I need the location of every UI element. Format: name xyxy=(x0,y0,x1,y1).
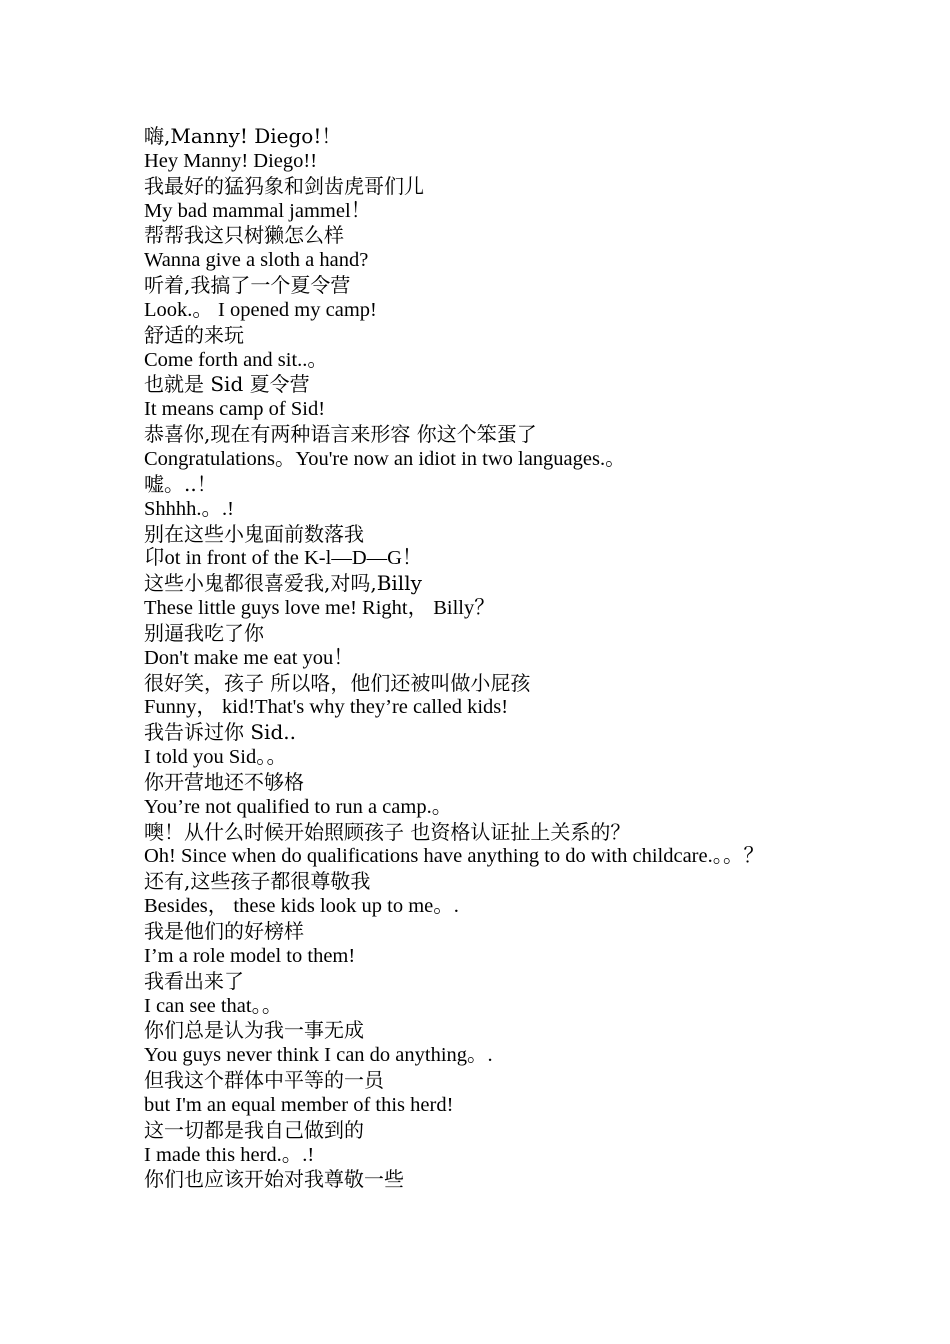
chinese-line: 别逼我吃了你 xyxy=(144,620,264,645)
english-line: I can see that。。 xyxy=(144,994,283,1017)
english-line: Oh! Since when do qualifications have anything to do with childcare.。。？ xyxy=(144,845,764,868)
chinese-line: 舒适的来玩 xyxy=(144,322,244,347)
chinese-line: 我最好的猛犸象和剑齿虎哥们儿 xyxy=(144,173,424,198)
chinese-line: 我是他们的好榜样 xyxy=(144,919,304,943)
chinese-line: 帮帮我这只树獭怎么样 xyxy=(144,223,344,248)
english-line: I’m a role model to them! xyxy=(144,944,356,967)
chinese-line: 这一切都是我自己做到的 xyxy=(144,1117,364,1142)
chinese-line: 嘘。..！ xyxy=(144,471,217,496)
english-line: Congratulations。You're now an idiot in two languages.。 xyxy=(144,447,626,470)
english-line: These little guys love me! Right， Billy？ xyxy=(144,597,495,620)
chinese-line: 你们总是认为我一事无成 xyxy=(144,1018,364,1043)
english-line: I told you Sid。。 xyxy=(144,746,287,769)
english-line: You guys never think I can do anything。. xyxy=(144,1044,493,1067)
chinese-line: 别在这些小鬼面前数落我 xyxy=(144,521,364,546)
chinese-line: 我看出来了 xyxy=(144,968,244,993)
english-line: You’re not qualified to run a camp.。 xyxy=(144,795,453,818)
english-line: Wanna give a sloth a hand? xyxy=(144,249,369,272)
chinese-line: 这些小鬼都很喜爱我,对吗,Billy xyxy=(144,571,422,596)
english-line: Funny， kid!That's why they’re called kids! xyxy=(144,696,509,719)
english-line: My bad mammal jammel！ xyxy=(144,199,372,222)
chinese-line: 很好笑，孩子 所以咯，他们还被叫做小屁孩 xyxy=(144,670,531,695)
chinese-line: 但我这个群体中平等的一员 xyxy=(144,1068,384,1093)
english-line: Look.。 I opened my camp! xyxy=(144,298,377,321)
chinese-line: 恭喜你,现在有两种语言来形容 你这个笨蛋了 xyxy=(144,422,537,447)
chinese-line: 嗨,Manny! Diego!！ xyxy=(144,124,342,148)
english-line: Don't make me eat you！ xyxy=(144,646,354,669)
english-line: Besides， these kids look up to me。. xyxy=(144,895,459,918)
chinese-line: 我告诉过你 Sid.. xyxy=(144,720,296,745)
chinese-line: 噢！从什么时候开始照顾孩子 也资格认证扯上关系的？ xyxy=(144,819,631,844)
english-line: It means camp of Sid! xyxy=(144,398,326,421)
english-line: Shhhh.。.! xyxy=(144,497,234,520)
english-line: but I'm an equal member of this herd! xyxy=(144,1093,454,1116)
chinese-line: 还有,这些孩子都很尊敬我 xyxy=(144,869,371,894)
english-line: 卬ot in front of the K-l—D—G！ xyxy=(144,547,423,570)
chinese-line: 也就是 Sid 夏令营 xyxy=(144,372,310,397)
transcript-body xyxy=(144,124,806,1192)
chinese-line: 听着,我搞了一个夏令营 xyxy=(144,273,351,298)
chinese-line: 你开营地还不够格 xyxy=(144,769,304,794)
chinese-line: 你们也应该开始对我尊敬一些 xyxy=(144,1167,404,1192)
english-line: I made this herd.。.! xyxy=(144,1143,315,1166)
english-line: Come forth and sit..。 xyxy=(144,348,328,371)
english-line: Hey Manny! Diego!! xyxy=(144,149,318,172)
